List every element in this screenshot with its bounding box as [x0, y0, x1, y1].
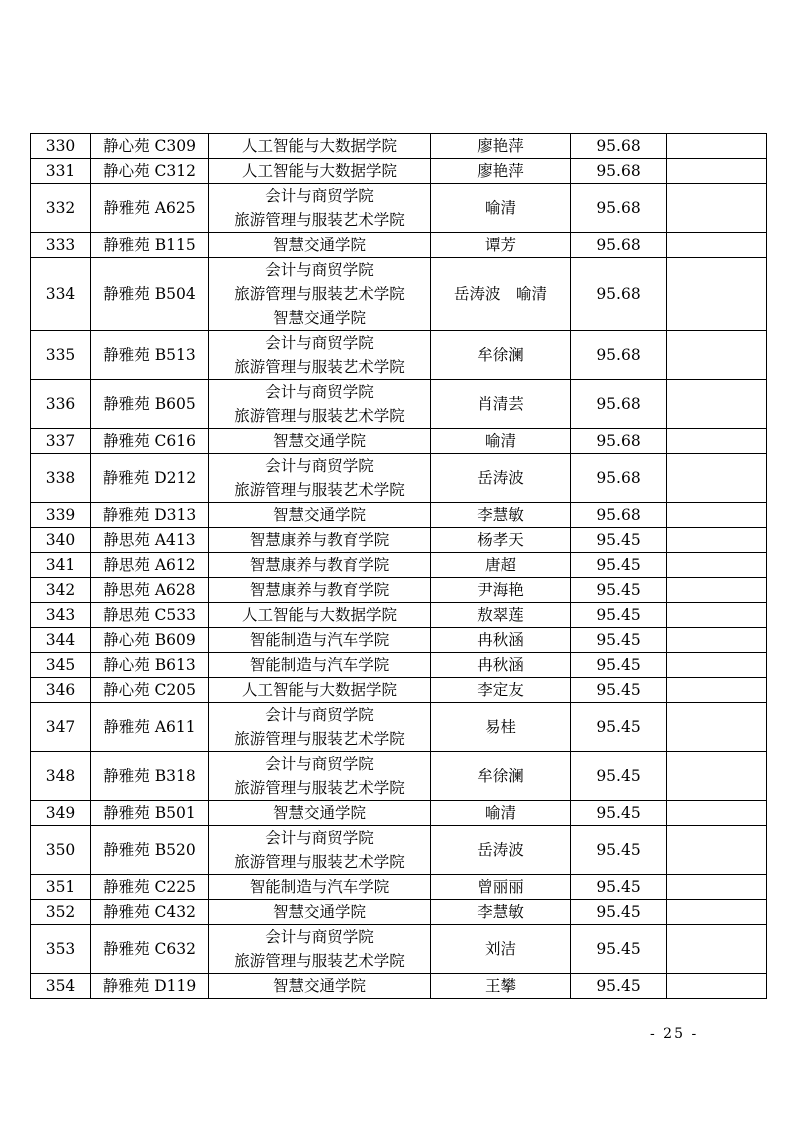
dorm-room-cell: 静雅苑 A611 — [91, 703, 209, 752]
counselor-cell: 李定友 — [431, 678, 571, 703]
college-name: 智慧交通学院 — [272, 977, 366, 995]
score-cell: 95.45 — [571, 628, 667, 653]
college-cell — [209, 528, 431, 553]
row-number-cell: 354 — [31, 974, 91, 999]
college-name: 人工智能与大数据学院 — [241, 681, 397, 699]
table-row — [31, 653, 767, 678]
counselor-cell: 廖艳萍 — [431, 159, 571, 184]
note-cell — [667, 429, 767, 454]
college-name: 人工智能与大数据学院 — [241, 137, 397, 155]
counselor-cell: 喻清 — [431, 801, 571, 826]
counselor-cell: 杨孝天 — [431, 528, 571, 553]
table-row — [31, 974, 767, 999]
dorm-room-cell: 静雅苑 D313 — [91, 503, 209, 528]
college-name: 会计与商贸学院 — [265, 383, 374, 401]
dorm-room-cell: 静雅苑 B520 — [91, 826, 209, 875]
college-cell — [209, 331, 431, 380]
dorm-room-cell: 静心苑 B609 — [91, 628, 209, 653]
row-number-cell: 332 — [31, 184, 91, 233]
counselor-cell: 王攀 — [431, 974, 571, 999]
dorm-room-cell: 静思苑 A628 — [91, 578, 209, 603]
row-number-cell: 347 — [31, 703, 91, 752]
note-cell — [667, 603, 767, 628]
row-number-cell: 330 — [31, 134, 91, 159]
college-name: 智慧交通学院 — [272, 309, 366, 327]
dorm-room-cell: 静雅苑 B504 — [91, 258, 209, 331]
college-cell — [209, 184, 431, 233]
note-cell — [667, 703, 767, 752]
table-row — [31, 801, 767, 826]
table-row — [31, 703, 767, 752]
score-cell: 95.68 — [571, 134, 667, 159]
score-cell: 95.45 — [571, 678, 667, 703]
college-name: 旅游管理与服装艺术学院 — [234, 211, 405, 229]
college-name: 会计与商贸学院 — [265, 334, 374, 352]
counselor-cell: 肖清芸 — [431, 380, 571, 429]
table-row — [31, 900, 767, 925]
row-number-cell: 333 — [31, 233, 91, 258]
counselor-cell: 刘洁 — [431, 925, 571, 974]
note-cell — [667, 159, 767, 184]
score-cell: 95.68 — [571, 380, 667, 429]
score-cell: 95.68 — [571, 258, 667, 331]
college-name: 智慧康养与教育学院 — [249, 556, 390, 574]
counselor-cell: 廖艳萍 — [431, 134, 571, 159]
row-number-cell: 348 — [31, 752, 91, 801]
counselor-cell: 牟徐澜 — [431, 331, 571, 380]
college-name: 旅游管理与服装艺术学院 — [234, 407, 405, 425]
table-row — [31, 603, 767, 628]
note-cell — [667, 826, 767, 875]
table-row — [31, 454, 767, 503]
note-cell — [667, 503, 767, 528]
row-number-cell: 353 — [31, 925, 91, 974]
dorm-room-cell: 静雅苑 B501 — [91, 801, 209, 826]
college-name: 会计与商贸学院 — [265, 261, 374, 279]
dorm-room-cell: 静雅苑 D212 — [91, 454, 209, 503]
college-cell — [209, 678, 431, 703]
dorm-room-cell: 静心苑 C205 — [91, 678, 209, 703]
table-row — [31, 134, 767, 159]
dorm-room-cell: 静思苑 A413 — [91, 528, 209, 553]
row-number-cell: 337 — [31, 429, 91, 454]
college-name: 旅游管理与服装艺术学院 — [234, 779, 405, 797]
row-number-cell: 334 — [31, 258, 91, 331]
table-row — [31, 233, 767, 258]
score-cell: 95.45 — [571, 603, 667, 628]
dorm-room-cell: 静雅苑 B605 — [91, 380, 209, 429]
college-name: 智慧交通学院 — [272, 236, 366, 254]
college-name: 智慧交通学院 — [272, 903, 366, 921]
score-cell: 95.68 — [571, 233, 667, 258]
note-cell — [667, 925, 767, 974]
row-number-cell: 346 — [31, 678, 91, 703]
score-cell: 95.68 — [571, 331, 667, 380]
college-name: 人工智能与大数据学院 — [241, 162, 397, 180]
dorm-room-cell: 静雅苑 B513 — [91, 331, 209, 380]
table-row — [31, 429, 767, 454]
college-cell — [209, 603, 431, 628]
college-name: 智慧交通学院 — [272, 804, 366, 822]
counselor-cell: 唐超 — [431, 553, 571, 578]
college-name: 旅游管理与服装艺术学院 — [234, 853, 405, 871]
page-number: - 25 - — [650, 1026, 699, 1042]
dorm-room-cell: 静雅苑 D119 — [91, 974, 209, 999]
row-number-cell: 343 — [31, 603, 91, 628]
counselor-cell: 岳涛波 喻清 — [431, 258, 571, 331]
college-name: 旅游管理与服装艺术学院 — [234, 730, 405, 748]
college-name: 旅游管理与服装艺术学院 — [234, 358, 405, 376]
row-number-cell: 342 — [31, 578, 91, 603]
table-row — [31, 258, 767, 331]
dorm-room-cell: 静雅苑 B318 — [91, 752, 209, 801]
score-cell: 95.45 — [571, 925, 667, 974]
dorm-room-cell: 静心苑 B613 — [91, 653, 209, 678]
college-name: 人工智能与大数据学院 — [241, 606, 397, 624]
row-number-cell: 344 — [31, 628, 91, 653]
note-cell — [667, 900, 767, 925]
score-cell: 95.68 — [571, 429, 667, 454]
row-number-cell: 352 — [31, 900, 91, 925]
college-name: 旅游管理与服装艺术学院 — [234, 952, 405, 970]
dorm-room-cell: 静雅苑 C432 — [91, 900, 209, 925]
score-cell: 95.45 — [571, 703, 667, 752]
score-cell: 95.68 — [571, 184, 667, 233]
row-number-cell: 340 — [31, 528, 91, 553]
college-cell — [209, 703, 431, 752]
college-name: 会计与商贸学院 — [265, 755, 374, 773]
note-cell — [667, 553, 767, 578]
row-number-cell: 336 — [31, 380, 91, 429]
college-cell — [209, 974, 431, 999]
dorm-room-cell: 静雅苑 C616 — [91, 429, 209, 454]
college-name: 智能制造与汽车学院 — [249, 878, 390, 896]
note-cell — [667, 331, 767, 380]
score-cell: 95.45 — [571, 875, 667, 900]
college-cell — [209, 925, 431, 974]
table-row — [31, 628, 767, 653]
table-row — [31, 925, 767, 974]
college-cell — [209, 875, 431, 900]
college-name: 会计与商贸学院 — [265, 829, 374, 847]
table-row — [31, 331, 767, 380]
counselor-cell: 牟徐澜 — [431, 752, 571, 801]
college-cell — [209, 503, 431, 528]
row-number-cell: 351 — [31, 875, 91, 900]
table-row — [31, 875, 767, 900]
dorm-score-table-container — [30, 133, 766, 999]
counselor-cell: 冉秋涵 — [431, 653, 571, 678]
score-cell: 95.68 — [571, 503, 667, 528]
counselor-cell: 易桂 — [431, 703, 571, 752]
note-cell — [667, 454, 767, 503]
table-row — [31, 503, 767, 528]
score-cell: 95.45 — [571, 578, 667, 603]
college-name: 智慧康养与教育学院 — [249, 581, 390, 599]
college-name: 智能制造与汽车学院 — [249, 656, 390, 674]
college-cell — [209, 653, 431, 678]
table-row — [31, 826, 767, 875]
note-cell — [667, 974, 767, 999]
counselor-cell: 谭芳 — [431, 233, 571, 258]
table-row — [31, 678, 767, 703]
college-cell — [209, 752, 431, 801]
note-cell — [667, 578, 767, 603]
table-body — [31, 134, 767, 999]
college-cell — [209, 454, 431, 503]
row-number-cell: 338 — [31, 454, 91, 503]
note-cell — [667, 258, 767, 331]
college-name: 会计与商贸学院 — [265, 457, 374, 475]
note-cell — [667, 801, 767, 826]
college-cell — [209, 429, 431, 454]
row-number-cell: 341 — [31, 553, 91, 578]
college-name: 会计与商贸学院 — [265, 706, 374, 724]
dorm-room-cell: 静雅苑 B115 — [91, 233, 209, 258]
college-cell — [209, 134, 431, 159]
counselor-cell: 敖翠莲 — [431, 603, 571, 628]
note-cell — [667, 184, 767, 233]
dorm-score-table — [30, 133, 767, 999]
score-cell: 95.45 — [571, 900, 667, 925]
college-cell — [209, 628, 431, 653]
counselor-cell: 岳涛波 — [431, 826, 571, 875]
college-cell — [209, 380, 431, 429]
college-cell — [209, 826, 431, 875]
row-number-cell: 339 — [31, 503, 91, 528]
note-cell — [667, 628, 767, 653]
note-cell — [667, 752, 767, 801]
dorm-room-cell: 静雅苑 A625 — [91, 184, 209, 233]
counselor-cell: 岳涛波 — [431, 454, 571, 503]
dorm-room-cell: 静心苑 C312 — [91, 159, 209, 184]
table-row — [31, 553, 767, 578]
counselor-cell: 冉秋涵 — [431, 628, 571, 653]
row-number-cell: 345 — [31, 653, 91, 678]
score-cell: 95.68 — [571, 454, 667, 503]
score-cell: 95.45 — [571, 826, 667, 875]
college-name: 会计与商贸学院 — [265, 928, 374, 946]
college-name: 智慧康养与教育学院 — [249, 531, 390, 549]
college-name: 旅游管理与服装艺术学院 — [234, 285, 405, 303]
table-row — [31, 380, 767, 429]
row-number-cell: 331 — [31, 159, 91, 184]
score-cell: 95.68 — [571, 159, 667, 184]
note-cell — [667, 678, 767, 703]
score-cell: 95.45 — [571, 528, 667, 553]
college-cell — [209, 553, 431, 578]
college-name: 智慧交通学院 — [272, 432, 366, 450]
dorm-room-cell: 静雅苑 C632 — [91, 925, 209, 974]
counselor-cell: 喻清 — [431, 429, 571, 454]
dorm-room-cell: 静思苑 A612 — [91, 553, 209, 578]
college-cell — [209, 233, 431, 258]
note-cell — [667, 233, 767, 258]
note-cell — [667, 653, 767, 678]
row-number-cell: 350 — [31, 826, 91, 875]
college-cell — [209, 159, 431, 184]
dorm-room-cell: 静思苑 C533 — [91, 603, 209, 628]
table-row — [31, 752, 767, 801]
college-name: 旅游管理与服装艺术学院 — [234, 481, 405, 499]
table-row — [31, 578, 767, 603]
table-row — [31, 528, 767, 553]
note-cell — [667, 528, 767, 553]
score-cell: 95.45 — [571, 653, 667, 678]
counselor-cell: 喻清 — [431, 184, 571, 233]
note-cell — [667, 875, 767, 900]
college-name: 智慧交通学院 — [272, 506, 366, 524]
table-row — [31, 159, 767, 184]
counselor-cell: 李慧敏 — [431, 503, 571, 528]
college-name: 会计与商贸学院 — [265, 187, 374, 205]
score-cell: 95.45 — [571, 553, 667, 578]
college-cell — [209, 900, 431, 925]
row-number-cell: 335 — [31, 331, 91, 380]
college-cell — [209, 801, 431, 826]
dorm-room-cell: 静心苑 C309 — [91, 134, 209, 159]
college-name: 智能制造与汽车学院 — [249, 631, 390, 649]
score-cell: 95.45 — [571, 752, 667, 801]
score-cell: 95.45 — [571, 801, 667, 826]
dorm-room-cell: 静雅苑 C225 — [91, 875, 209, 900]
row-number-cell: 349 — [31, 801, 91, 826]
note-cell — [667, 380, 767, 429]
score-cell: 95.45 — [571, 974, 667, 999]
counselor-cell: 曾丽丽 — [431, 875, 571, 900]
college-cell — [209, 578, 431, 603]
counselor-cell: 尹海艳 — [431, 578, 571, 603]
table-row — [31, 184, 767, 233]
counselor-cell: 李慧敏 — [431, 900, 571, 925]
note-cell — [667, 134, 767, 159]
college-cell — [209, 258, 431, 331]
